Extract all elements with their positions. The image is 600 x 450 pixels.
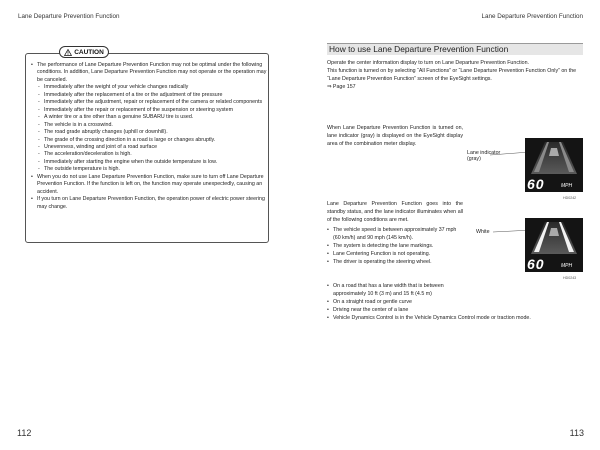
caution-bullet-turn-off: • When you do not use Lane Departure Prevention Function, make sure to turn off Lane Departure Prevention Function. If the function is left on, the function may operate unexpectedly, causing an accident. bbox=[31, 174, 269, 196]
caution-condition: - The road grade abruptly changes (uphill or downhill). bbox=[31, 129, 269, 136]
figure-code: HD0243 bbox=[563, 276, 577, 280]
caution-content bbox=[31, 62, 269, 211]
caution-condition: - The acceleration/deceleration is high. bbox=[31, 151, 269, 158]
callout-white: White bbox=[476, 229, 490, 235]
left-page-number: 112 bbox=[17, 428, 32, 438]
caution-condition: - The outside temperature is high. bbox=[31, 166, 269, 173]
caution-condition: - Immediately after the replacement of a tire or the adjustment of tire pressure bbox=[31, 92, 269, 99]
caution-condition: - Immediately after the adjustment, repair or replacement of the camera or related components bbox=[31, 99, 269, 106]
caution-label: CAUTION bbox=[74, 48, 104, 56]
warning-triangle-icon bbox=[64, 49, 72, 56]
figure-code: HD0242 bbox=[563, 196, 577, 200]
speed-readout: 60 bbox=[527, 256, 545, 272]
conditions-list-b bbox=[327, 282, 583, 322]
callout-leader-line bbox=[490, 150, 530, 160]
illumination-text: Lane Departure Prevention Function goes into the standby status, and the lane indicator illuminates when all of the following conditions are met. bbox=[327, 201, 463, 224]
caution-condition: - The grade of the crossing direction in a road is large or changes abruptly. bbox=[31, 137, 269, 144]
condition-item: • Driving near the center of a lane bbox=[327, 306, 583, 314]
condition-item: • The driver is operating the steering wheel. bbox=[327, 258, 463, 266]
caution-condition: - Immediately after the weight of your vehicle changes radically bbox=[31, 84, 269, 91]
page-reference: ⇒ Page 157 bbox=[327, 84, 356, 91]
intro-text bbox=[327, 59, 583, 91]
caution-bullet-intro: • The performance of Lane Departure Prevention Function may not be optimal under the following conditions. In addition, Lane Departure Prevention Function may not operate or the operation may be canceled. bbox=[31, 62, 269, 84]
condition-item: • The vehicle speed is between approximately 37 mph (60 km/h) and 90 mph (145 km/h). bbox=[327, 226, 463, 242]
intro-line-2: This function is turned on by selecting “All Functions” or “Lane Departure Prevention Function Only” on the “Lane Departure Prevention Function” screen of the EyeSight settings. bbox=[327, 68, 577, 83]
condition-item: • On a straight road or gentle curve bbox=[327, 298, 583, 306]
speed-unit: MPH bbox=[561, 263, 573, 269]
condition-item: • Vehicle Dynamics Control is in the Vehicle Dynamics Control mode or traction mode. bbox=[327, 314, 583, 322]
left-page-header: Lane Departure Prevention Function bbox=[18, 13, 120, 20]
condition-item: • The system is detecting the lane markings. bbox=[327, 242, 463, 250]
right-page-number: 113 bbox=[569, 428, 584, 438]
caution-badge bbox=[59, 46, 109, 58]
meter-display-white bbox=[525, 218, 583, 272]
condition-item: • Lane Centering Function is not operating. bbox=[327, 250, 463, 258]
speed-unit: MPH bbox=[561, 183, 573, 189]
callout-lane-indicator-gray: Lane indicator (gray) bbox=[467, 150, 501, 163]
caution-condition: - A winter tire or a tire other than a genuine SUBARU tire is used. bbox=[31, 114, 269, 121]
meter-display-gray bbox=[525, 138, 583, 192]
caution-condition: - The vehicle is in a crosswind. bbox=[31, 122, 269, 129]
condition-item: • On a road that has a lane width that is between approximately 10 ft (3 m) and 15 ft (4.5 m) bbox=[327, 282, 469, 298]
conditions-list-a bbox=[327, 226, 463, 266]
speed-readout: 60 bbox=[527, 176, 545, 192]
right-page-header: Lane Departure Prevention Function bbox=[481, 13, 583, 20]
caution-bullet-steering: • If you turn on Lane Departure Prevention Function, the operation power of electric power steering may change. bbox=[31, 196, 269, 211]
caution-condition: - Unevenness, winding and joint of a road surface bbox=[31, 144, 269, 151]
intro-line-1: Operate the center information display to turn on Lane Departure Prevention Function. bbox=[327, 60, 529, 66]
caution-condition: - Immediately after the repair or replacement of the suspension or steering system bbox=[31, 107, 269, 114]
section-title: How to use Lane Departure Prevention Function bbox=[327, 43, 583, 55]
caution-condition: - Immediately after starting the engine when the outside temperature is low. bbox=[31, 159, 269, 166]
standby-text: When Lane Departure Prevention Function is turned on, lane indicator (gray) is displayed on the EyeSight display area of the combination meter display. bbox=[327, 125, 463, 148]
